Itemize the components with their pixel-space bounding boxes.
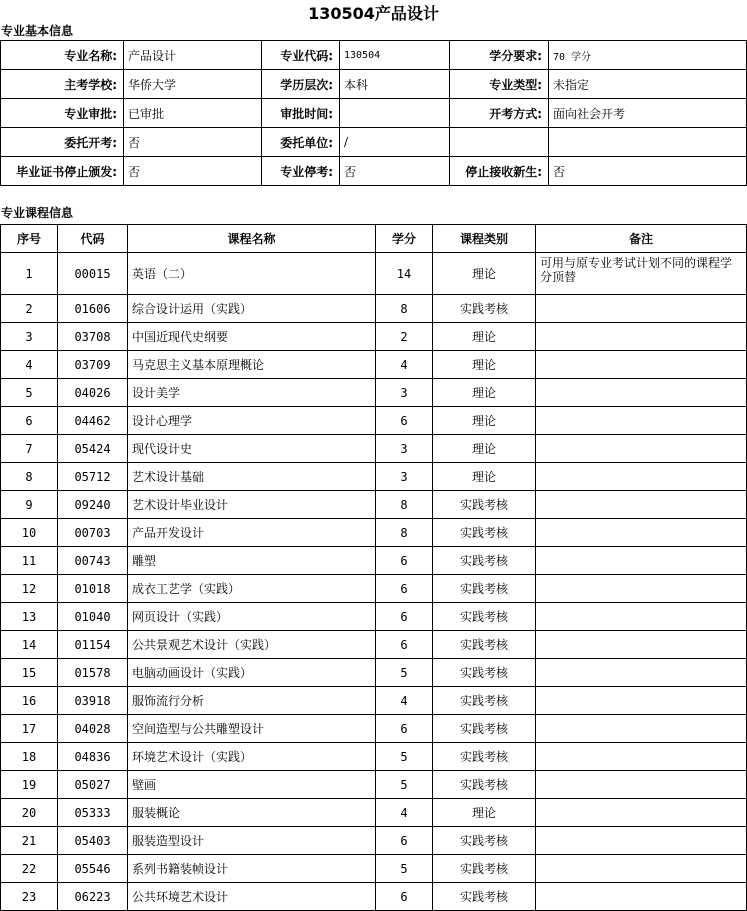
course-index: 21 [1,827,58,855]
course-code: 05403 [58,827,128,855]
course-code: 00015 [58,253,128,295]
course-remarks [536,827,747,855]
course-index: 18 [1,743,58,771]
course-type: 实践考核 [433,771,536,799]
info-value: 否 [124,157,262,186]
course-name: 环境艺术设计（实践） [128,743,376,771]
basic-info-row [1,70,747,99]
table-row [1,743,747,771]
course-index: 15 [1,659,58,687]
course-index: 8 [1,463,58,491]
table-row [1,687,747,715]
table-row [1,379,747,407]
basic-info-row [1,41,747,70]
course-remarks [536,883,747,911]
table-row [1,855,747,883]
course-type: 实践考核 [433,659,536,687]
course-remarks: 可用与原专业考试计划不同的课程学分顶替 [536,253,747,295]
basic-info-section-title: 专业基本信息 [1,24,74,38]
course-code: 04462 [58,407,128,435]
table-row [1,519,747,547]
info-value: 未指定 [549,70,747,99]
info-value: 否 [340,157,450,186]
info-value [549,128,747,157]
course-code: 05027 [58,771,128,799]
course-name: 设计美学 [128,379,376,407]
course-type: 实践考核 [433,715,536,743]
course-type: 实践考核 [433,687,536,715]
info-value: 否 [549,157,747,186]
column-header-code: 代码 [58,225,128,253]
course-index: 2 [1,295,58,323]
course-code: 01040 [58,603,128,631]
info-label: 学分要求: [450,41,549,70]
course-code: 04836 [58,743,128,771]
course-index: 16 [1,687,58,715]
course-index: 4 [1,351,58,379]
course-index: 1 [1,253,58,295]
course-type: 实践考核 [433,855,536,883]
course-index: 22 [1,855,58,883]
course-code: 05712 [58,463,128,491]
course-index: 11 [1,547,58,575]
course-index: 13 [1,603,58,631]
info-label: 毕业证书停止颁发: [1,157,124,186]
course-remarks [536,295,747,323]
course-type: 理论 [433,379,536,407]
course-name: 壁画 [128,771,376,799]
course-index: 7 [1,435,58,463]
course-name: 中国近现代史纲要 [128,323,376,351]
course-name: 综合设计运用（实践） [128,295,376,323]
course-remarks [536,799,747,827]
basic-info-row [1,99,747,128]
table-row [1,295,747,323]
info-label: 委托开考: [1,128,124,157]
info-value: 产品设计 [124,41,262,70]
course-table-header-row [1,225,747,253]
course-type: 实践考核 [433,631,536,659]
course-credits: 6 [376,547,433,575]
course-remarks [536,351,747,379]
course-name: 产品开发设计 [128,519,376,547]
course-index: 20 [1,799,58,827]
course-type: 实践考核 [433,491,536,519]
course-name: 设计心理学 [128,407,376,435]
course-code: 01018 [58,575,128,603]
course-credits: 4 [376,799,433,827]
course-name: 艺术设计毕业设计 [128,491,376,519]
info-value: 70 学分 [549,41,747,70]
info-label: 停止接收新生: [450,157,549,186]
info-label: 专业审批: [1,99,124,128]
course-name: 成衣工艺学（实践） [128,575,376,603]
course-index: 19 [1,771,58,799]
column-header-index: 序号 [1,225,58,253]
course-name: 公共环境艺术设计 [128,883,376,911]
course-type: 实践考核 [433,295,536,323]
course-remarks [536,603,747,631]
course-name: 网页设计（实践） [128,603,376,631]
column-header-credits: 学分 [376,225,433,253]
course-remarks [536,771,747,799]
course-remarks [536,435,747,463]
course-remarks [536,491,747,519]
course-credits: 5 [376,855,433,883]
info-label: 专业名称: [1,41,124,70]
course-type: 实践考核 [433,603,536,631]
course-code: 06223 [58,883,128,911]
table-row [1,631,747,659]
course-code: 00743 [58,547,128,575]
course-index: 9 [1,491,58,519]
column-header-course-type: 课程类别 [433,225,536,253]
course-info-section-title: 专业课程信息 [1,206,74,220]
course-type: 理论 [433,407,536,435]
course-index: 23 [1,883,58,911]
course-code: 09240 [58,491,128,519]
table-row [1,659,747,687]
course-name: 电脑动画设计（实践） [128,659,376,687]
course-credits: 6 [376,827,433,855]
course-type: 理论 [433,463,536,491]
course-remarks [536,687,747,715]
course-credits: 6 [376,883,433,911]
course-code: 03918 [58,687,128,715]
course-credits: 5 [376,743,433,771]
course-credits: 4 [376,351,433,379]
course-type: 理论 [433,323,536,351]
info-label: 主考学校: [1,70,124,99]
course-remarks [536,631,747,659]
course-name: 现代设计史 [128,435,376,463]
course-index: 3 [1,323,58,351]
table-row [1,715,747,743]
course-credits: 5 [376,771,433,799]
course-name: 艺术设计基础 [128,463,376,491]
course-remarks [536,659,747,687]
course-type: 理论 [433,799,536,827]
info-label: 委托单位: [262,128,340,157]
course-credits: 8 [376,295,433,323]
course-credits: 6 [376,407,433,435]
course-remarks [536,855,747,883]
info-value: 已审批 [124,99,262,128]
course-remarks [536,323,747,351]
course-credits: 5 [376,659,433,687]
course-credits: 8 [376,491,433,519]
course-index: 6 [1,407,58,435]
table-row [1,491,747,519]
table-row [1,407,747,435]
info-value: 本科 [340,70,450,99]
course-code: 04026 [58,379,128,407]
course-type: 理论 [433,253,536,295]
course-credits: 6 [376,715,433,743]
course-name: 马克思主义基本原理概论 [128,351,376,379]
course-name: 服饰流行分析 [128,687,376,715]
course-credits: 2 [376,323,433,351]
table-row [1,799,747,827]
course-code: 03708 [58,323,128,351]
course-name: 服装造型设计 [128,827,376,855]
basic-info-table [0,40,747,186]
course-remarks [536,519,747,547]
course-code: 01606 [58,295,128,323]
course-credits: 6 [376,603,433,631]
info-value: 否 [124,128,262,157]
info-label: 学历层次: [262,70,340,99]
info-label: 专业类型: [450,70,549,99]
info-value: / [340,128,450,157]
course-remarks [536,575,747,603]
course-index: 12 [1,575,58,603]
table-row [1,435,747,463]
course-type: 实践考核 [433,827,536,855]
course-code: 01578 [58,659,128,687]
table-row [1,883,747,911]
info-label: 专业停考: [262,157,340,186]
course-code: 05546 [58,855,128,883]
course-code: 05333 [58,799,128,827]
column-header-remarks: 备注 [536,225,747,253]
course-credits: 3 [376,463,433,491]
course-index: 17 [1,715,58,743]
course-name: 系列书籍装帧设计 [128,855,376,883]
course-remarks [536,715,747,743]
course-code: 03709 [58,351,128,379]
table-row [1,323,747,351]
course-type: 实践考核 [433,547,536,575]
course-credits: 14 [376,253,433,295]
table-row [1,827,747,855]
course-code: 05424 [58,435,128,463]
course-name: 公共景观艺术设计（实践） [128,631,376,659]
info-label [450,128,549,157]
table-row [1,253,747,295]
course-index: 5 [1,379,58,407]
course-code: 04028 [58,715,128,743]
course-remarks [536,547,747,575]
course-code: 00703 [58,519,128,547]
course-credits: 6 [376,631,433,659]
course-type: 实践考核 [433,519,536,547]
column-header-course-name: 课程名称 [128,225,376,253]
basic-info-row [1,128,747,157]
table-row [1,351,747,379]
course-credits: 8 [376,519,433,547]
course-type: 理论 [433,351,536,379]
info-label: 专业代码: [262,41,340,70]
table-row [1,463,747,491]
course-credits: 3 [376,435,433,463]
course-table [0,224,747,911]
course-index: 14 [1,631,58,659]
info-value: 面向社会开考 [549,99,747,128]
course-remarks [536,407,747,435]
table-row [1,603,747,631]
course-name: 服装概论 [128,799,376,827]
table-row [1,575,747,603]
info-value [340,99,450,128]
course-type: 实践考核 [433,575,536,603]
info-label: 审批时间: [262,99,340,128]
course-credits: 4 [376,687,433,715]
course-remarks [536,463,747,491]
info-label: 开考方式: [450,99,549,128]
course-type: 实践考核 [433,743,536,771]
course-name: 空间造型与公共雕塑设计 [128,715,376,743]
info-value: 华侨大学 [124,70,262,99]
course-credits: 6 [376,575,433,603]
course-index: 10 [1,519,58,547]
course-name: 雕塑 [128,547,376,575]
course-credits: 3 [376,379,433,407]
course-code: 01154 [58,631,128,659]
course-name: 英语（二） [128,253,376,295]
table-row [1,547,747,575]
course-remarks [536,743,747,771]
info-value: 130504 [340,41,450,70]
course-remarks [536,379,747,407]
page-title: 130504产品设计 [308,4,439,23]
course-type: 实践考核 [433,883,536,911]
course-type: 理论 [433,435,536,463]
table-row [1,771,747,799]
basic-info-row [1,157,747,186]
